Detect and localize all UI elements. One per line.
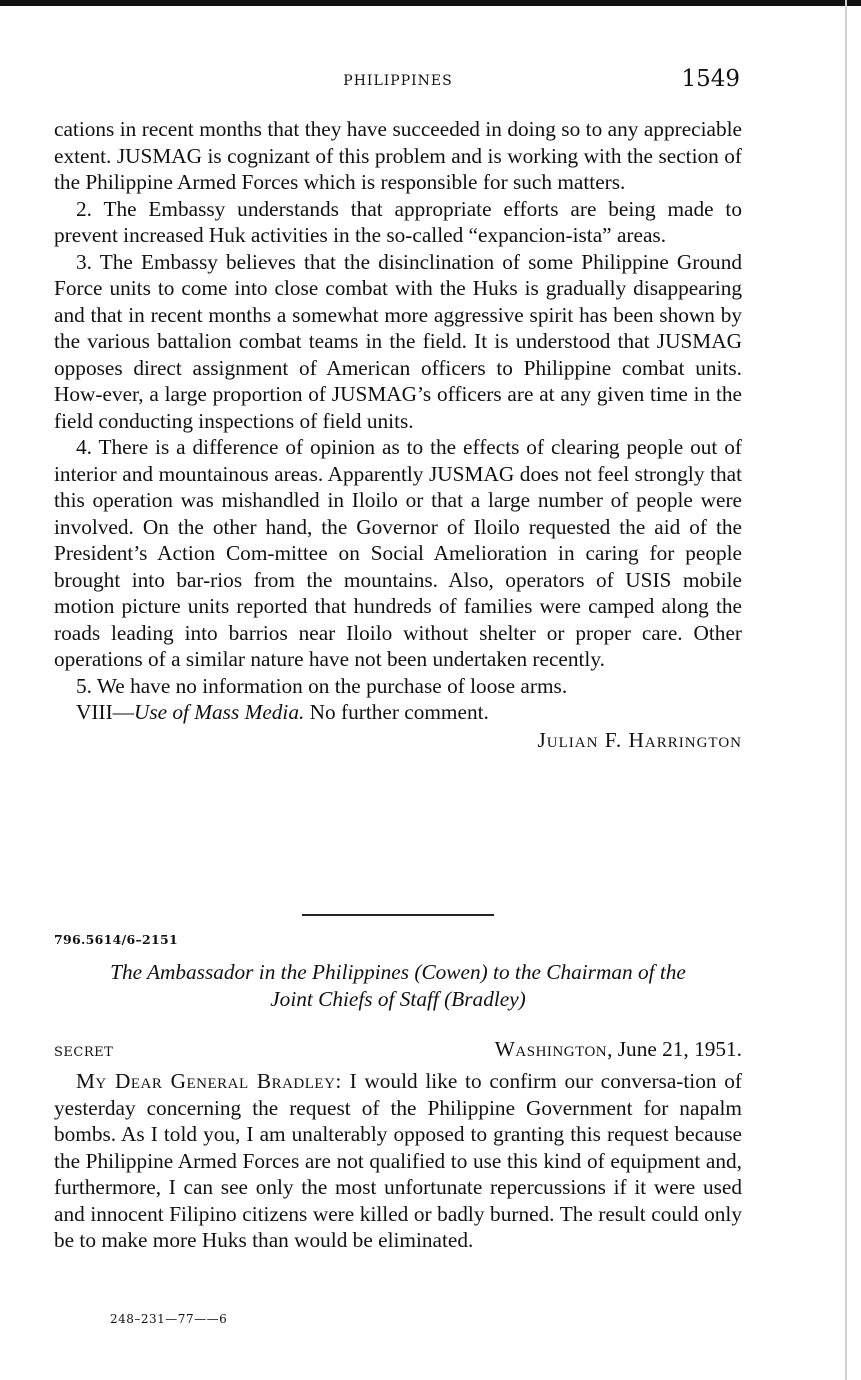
salutation: My Dear General Bradley: bbox=[76, 1069, 342, 1093]
dateline-date: , June 21, 1951. bbox=[607, 1037, 742, 1061]
letter-paragraph bbox=[54, 1068, 742, 1254]
letter-body bbox=[54, 1068, 742, 1254]
page-edge-line bbox=[845, 0, 847, 1380]
page-number: 1549 bbox=[681, 66, 740, 92]
title-line-1: The Ambassador in the Philippines (Cowen) to the Chairman of the bbox=[110, 960, 686, 984]
dateline bbox=[495, 1037, 742, 1062]
top-edge-rule bbox=[0, 0, 861, 6]
viii-text: No further comment. bbox=[304, 700, 489, 724]
paragraph-5: 5. We have no information on the purchase of loose arms. bbox=[76, 673, 568, 698]
file-number: 796.5614/6–2151 bbox=[54, 932, 179, 947]
paragraph-2: 2. The Embassy understands that appropriate efforts are being made to prevent increased Huk activities in the so-called “expancion-ista” areas. bbox=[54, 196, 742, 247]
section-divider bbox=[302, 914, 494, 916]
page-header bbox=[54, 66, 742, 100]
paragraph-viii bbox=[54, 699, 742, 726]
viii-title: Use of Mass Media. bbox=[133, 700, 305, 724]
dateline-place: Washington bbox=[494, 1037, 608, 1061]
paragraph-4: 4. There is a difference of opinion as to the effects of clearing people out of interior and mountainous areas. Apparently JUSMAG does not feel strongly that this operation was mishandled in Iloilo or that a large number of people were involved. On the other hand, the Governor of Iloilo requested the aid of the President’s Action Com-mittee on Social Amelioration in caring for people brought into bar-rios from the mountains. Also, operators of USIS mobile motion picture units reported that hundreds of families were camped along the roads leading into barrios near Iloilo without shelter or proper care. Other operations of a similar nature have not been undertaken recently. bbox=[54, 435, 742, 671]
signature: Julian F. Harrington bbox=[537, 727, 742, 752]
viii-prefix: VIII— bbox=[76, 700, 134, 724]
paragraph-3: 3. The Embassy believes that the disinclination of some Philippine Ground Force units to come into close combat with the Huks is gradually disappearing and that in recent months a somewhat more aggressive spirit has been shown by the various battalion combat teams in the field. It is understood that JUSMAG opposes direct assignment of American officers to Philippine combat units. How-ever, a large proportion of JUSMAG’s officers are at any given time in the field conducting inspections of field units. bbox=[54, 249, 742, 433]
section-body bbox=[54, 116, 742, 753]
title-line-2: Joint Chiefs of Staff (Bradley) bbox=[270, 986, 526, 1011]
document-title bbox=[54, 959, 742, 1012]
classification-marking: SECRET bbox=[54, 1045, 114, 1060]
print-code: 248–231—77——6 bbox=[110, 1312, 228, 1326]
paragraph-continued: cations in recent months that they have succeeded in doing so to any appreciable extent. JUSMAG is cognizant of this problem and is working with the section of the Philippine Armed Forces which is responsible for such matters. bbox=[54, 117, 742, 194]
letter-text: I would like to confirm our conversa-tion of yesterday concerning the request of the Philippine Government for napalm bombs. As I told you, I am unalterably opposed to granting this request because the Philippine Armed Forces are not qualified to use this kind of equipment and, furthermore, I can see only the most unfortunate repercussions if it were used and innocent Filipino citizens were killed or badly burned. The result could only be to make more Huks than would be eliminated. bbox=[54, 1069, 742, 1252]
running-head: PHILIPPINES bbox=[343, 73, 453, 89]
